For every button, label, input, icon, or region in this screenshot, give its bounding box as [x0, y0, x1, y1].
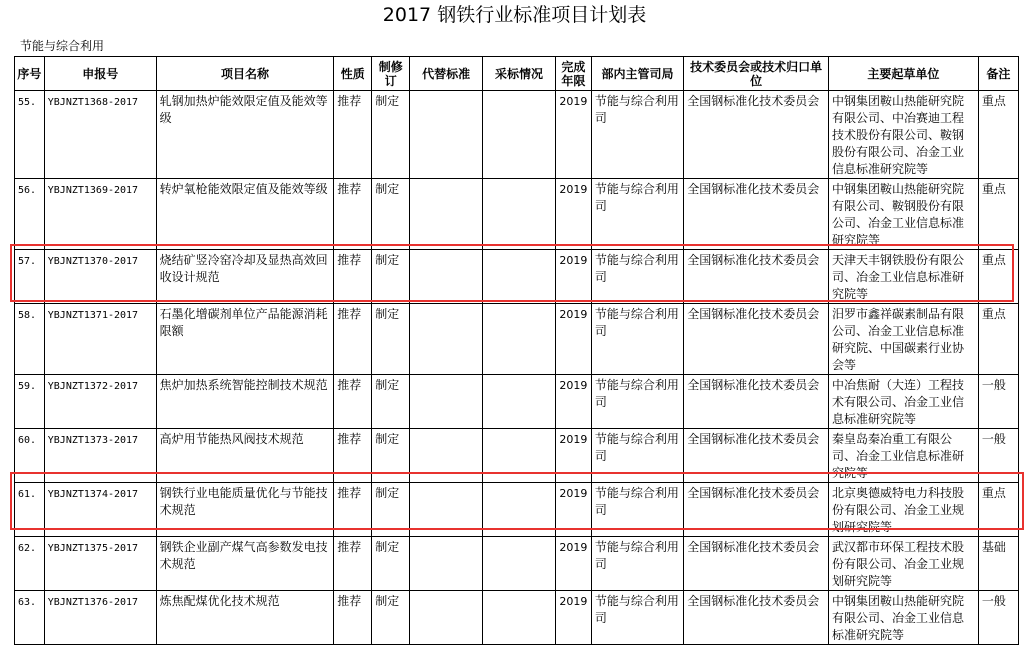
cell-year: 2019: [555, 375, 591, 429]
cell-replace: [410, 91, 483, 179]
cell-nature: 推荐: [334, 429, 372, 483]
cell-drafter: 秦皇岛秦冶重工有限公司、冶金工业信息标准研究院等: [828, 429, 978, 483]
header-cell: 序号: [15, 57, 45, 91]
cell-drafter: 汨罗市鑫祥碳素制品有限公司、冶金工业信息标准研究院、中国碳素行业协会等: [828, 304, 978, 375]
standards-table: [14, 56, 1019, 645]
cell-dept: 节能与综合利用司: [591, 179, 683, 250]
cell-nature: 推荐: [334, 179, 372, 250]
cell-type: 制定: [372, 537, 410, 591]
table-row: [15, 375, 1019, 429]
cell-nature: 推荐: [334, 483, 372, 537]
cell-no: 63.: [15, 591, 45, 645]
cell-adopt: [483, 537, 556, 591]
cell-dept: 节能与综合利用司: [591, 591, 683, 645]
cell-year: 2019: [555, 429, 591, 483]
header-cell: 申报号: [44, 57, 156, 91]
header-cell: 代替标准: [410, 57, 483, 91]
cell-replace: [410, 250, 483, 304]
cell-type: 制定: [372, 304, 410, 375]
cell-code: YBJNZT1374-2017: [44, 483, 156, 537]
table-row: [15, 179, 1019, 250]
cell-type: 制定: [372, 250, 410, 304]
cell-note: 重点: [978, 483, 1018, 537]
cell-name: 焦炉加热系统智能控制技术规范: [156, 375, 334, 429]
cell-replace: [410, 483, 483, 537]
table-row: [15, 250, 1019, 304]
cell-note: 一般: [978, 591, 1018, 645]
cell-name: 石墨化增碳剂单位产品能源消耗限额: [156, 304, 334, 375]
cell-adopt: [483, 179, 556, 250]
cell-committee: 全国钢标准化技术委员会: [684, 429, 829, 483]
header-cell: 备注: [978, 57, 1018, 91]
cell-year: 2019: [555, 91, 591, 179]
cell-note: 一般: [978, 375, 1018, 429]
cell-dept: 节能与综合利用司: [591, 304, 683, 375]
cell-dept: 节能与综合利用司: [591, 375, 683, 429]
cell-drafter: 中冶焦耐（大连）工程技术有限公司、冶金工业信息标准研究院等: [828, 375, 978, 429]
cell-code: YBJNZT1376-2017: [44, 591, 156, 645]
cell-code: YBJNZT1373-2017: [44, 429, 156, 483]
cell-note: 重点: [978, 304, 1018, 375]
cell-name: 轧钢加热炉能效限定值及能效等级: [156, 91, 334, 179]
cell-adopt: [483, 483, 556, 537]
cell-year: 2019: [555, 537, 591, 591]
header-row: [15, 57, 1019, 91]
header-cell: 完成年限: [555, 57, 591, 91]
cell-adopt: [483, 250, 556, 304]
cell-code: YBJNZT1372-2017: [44, 375, 156, 429]
table-row: [15, 483, 1019, 537]
header-cell: 部内主管司局: [591, 57, 683, 91]
cell-drafter: 中钢集团鞍山热能研究院有限公司、中冶赛迪工程技术股份有限公司、鞍钢股份有限公司、冶金工业信息标准研究院等: [828, 91, 978, 179]
table-row: [15, 304, 1019, 375]
cell-name: 转炉氧枪能效限定值及能效等级: [156, 179, 334, 250]
cell-nature: 推荐: [334, 304, 372, 375]
cell-adopt: [483, 304, 556, 375]
cell-committee: 全国钢标准化技术委员会: [684, 375, 829, 429]
cell-note: 一般: [978, 429, 1018, 483]
header-cell: 性质: [334, 57, 372, 91]
cell-name: 高炉用节能热风阀技术规范: [156, 429, 334, 483]
header-cell: 采标情况: [483, 57, 556, 91]
cell-year: 2019: [555, 483, 591, 537]
cell-no: 62.: [15, 537, 45, 591]
cell-code: YBJNZT1368-2017: [44, 91, 156, 179]
cell-code: YBJNZT1371-2017: [44, 304, 156, 375]
cell-note: 基础: [978, 537, 1018, 591]
cell-no: 58.: [15, 304, 45, 375]
cell-no: 55.: [15, 91, 45, 179]
cell-drafter: 中钢集团鞍山热能研究院有限公司、鞍钢股份有限公司、冶金工业信息标准研究院等: [828, 179, 978, 250]
cell-dept: 节能与综合利用司: [591, 483, 683, 537]
cell-type: 制定: [372, 179, 410, 250]
page-title: 2017 钢铁行业标准项目计划表: [382, 4, 647, 26]
cell-adopt: [483, 429, 556, 483]
cell-type: 制定: [372, 591, 410, 645]
cell-drafter: 中钢集团鞍山热能研究院有限公司、冶金工业信息标准研究院等: [828, 591, 978, 645]
cell-no: 56.: [15, 179, 45, 250]
cell-year: 2019: [555, 591, 591, 645]
cell-adopt: [483, 91, 556, 179]
cell-replace: [410, 537, 483, 591]
cell-year: 2019: [555, 250, 591, 304]
table-row: [15, 537, 1019, 591]
table-row: [15, 429, 1019, 483]
header-cell: 主要起草单位: [828, 57, 978, 91]
cell-code: YBJNZT1370-2017: [44, 250, 156, 304]
cell-nature: 推荐: [334, 375, 372, 429]
cell-committee: 全国钢标准化技术委员会: [684, 250, 829, 304]
cell-type: 制定: [372, 483, 410, 537]
cell-note: 重点: [978, 91, 1018, 179]
cell-note: 重点: [978, 179, 1018, 250]
cell-nature: 推荐: [334, 250, 372, 304]
cell-dept: 节能与综合利用司: [591, 91, 683, 179]
cell-no: 60.: [15, 429, 45, 483]
cell-note: 重点: [978, 250, 1018, 304]
cell-committee: 全国钢标准化技术委员会: [684, 483, 829, 537]
cell-year: 2019: [555, 179, 591, 250]
cell-code: YBJNZT1375-2017: [44, 537, 156, 591]
cell-dept: 节能与综合利用司: [591, 250, 683, 304]
cell-replace: [410, 179, 483, 250]
cell-replace: [410, 591, 483, 645]
cell-type: 制定: [372, 375, 410, 429]
cell-no: 59.: [15, 375, 45, 429]
cell-name: 炼焦配煤优化技术规范: [156, 591, 334, 645]
cell-replace: [410, 429, 483, 483]
cell-committee: 全国钢标准化技术委员会: [684, 179, 829, 250]
cell-replace: [410, 375, 483, 429]
cell-code: YBJNZT1369-2017: [44, 179, 156, 250]
cell-type: 制定: [372, 429, 410, 483]
header-cell: 制修订: [372, 57, 410, 91]
header-cell: 技术委员会或技术归口单位: [684, 57, 829, 91]
cell-drafter: 北京奥德威特电力科技股份有限公司、冶金工业规划研究院等: [828, 483, 978, 537]
cell-drafter: 武汉都市环保工程技术股份有限公司、冶金工业规划研究院等: [828, 537, 978, 591]
cell-committee: 全国钢标准化技术委员会: [684, 537, 829, 591]
cell-type: 制定: [372, 91, 410, 179]
cell-name: 钢铁企业副产煤气高参数发电技术规范: [156, 537, 334, 591]
cell-dept: 节能与综合利用司: [591, 537, 683, 591]
cell-name: 钢铁行业电能质量优化与节能技术规范: [156, 483, 334, 537]
cell-committee: 全国钢标准化技术委员会: [684, 304, 829, 375]
header-cell: 项目名称: [156, 57, 334, 91]
cell-adopt: [483, 591, 556, 645]
cell-nature: 推荐: [334, 537, 372, 591]
cell-committee: 全国钢标准化技术委员会: [684, 91, 829, 179]
table-row: [15, 591, 1019, 645]
cell-no: 61.: [15, 483, 45, 537]
section-subtitle: 节能与综合利用: [20, 39, 105, 53]
cell-committee: 全国钢标准化技术委员会: [684, 591, 829, 645]
cell-replace: [410, 304, 483, 375]
cell-year: 2019: [555, 304, 591, 375]
cell-dept: 节能与综合利用司: [591, 429, 683, 483]
cell-adopt: [483, 375, 556, 429]
cell-nature: 推荐: [334, 591, 372, 645]
cell-name: 烧结矿竖冷窑冷却及显热高效回收设计规范: [156, 250, 334, 304]
cell-nature: 推荐: [334, 91, 372, 179]
cell-no: 57.: [15, 250, 45, 304]
cell-drafter: 天津天丰钢铁股份有限公司、冶金工业信息标准研究院等: [828, 250, 978, 304]
table-row: [15, 91, 1019, 179]
